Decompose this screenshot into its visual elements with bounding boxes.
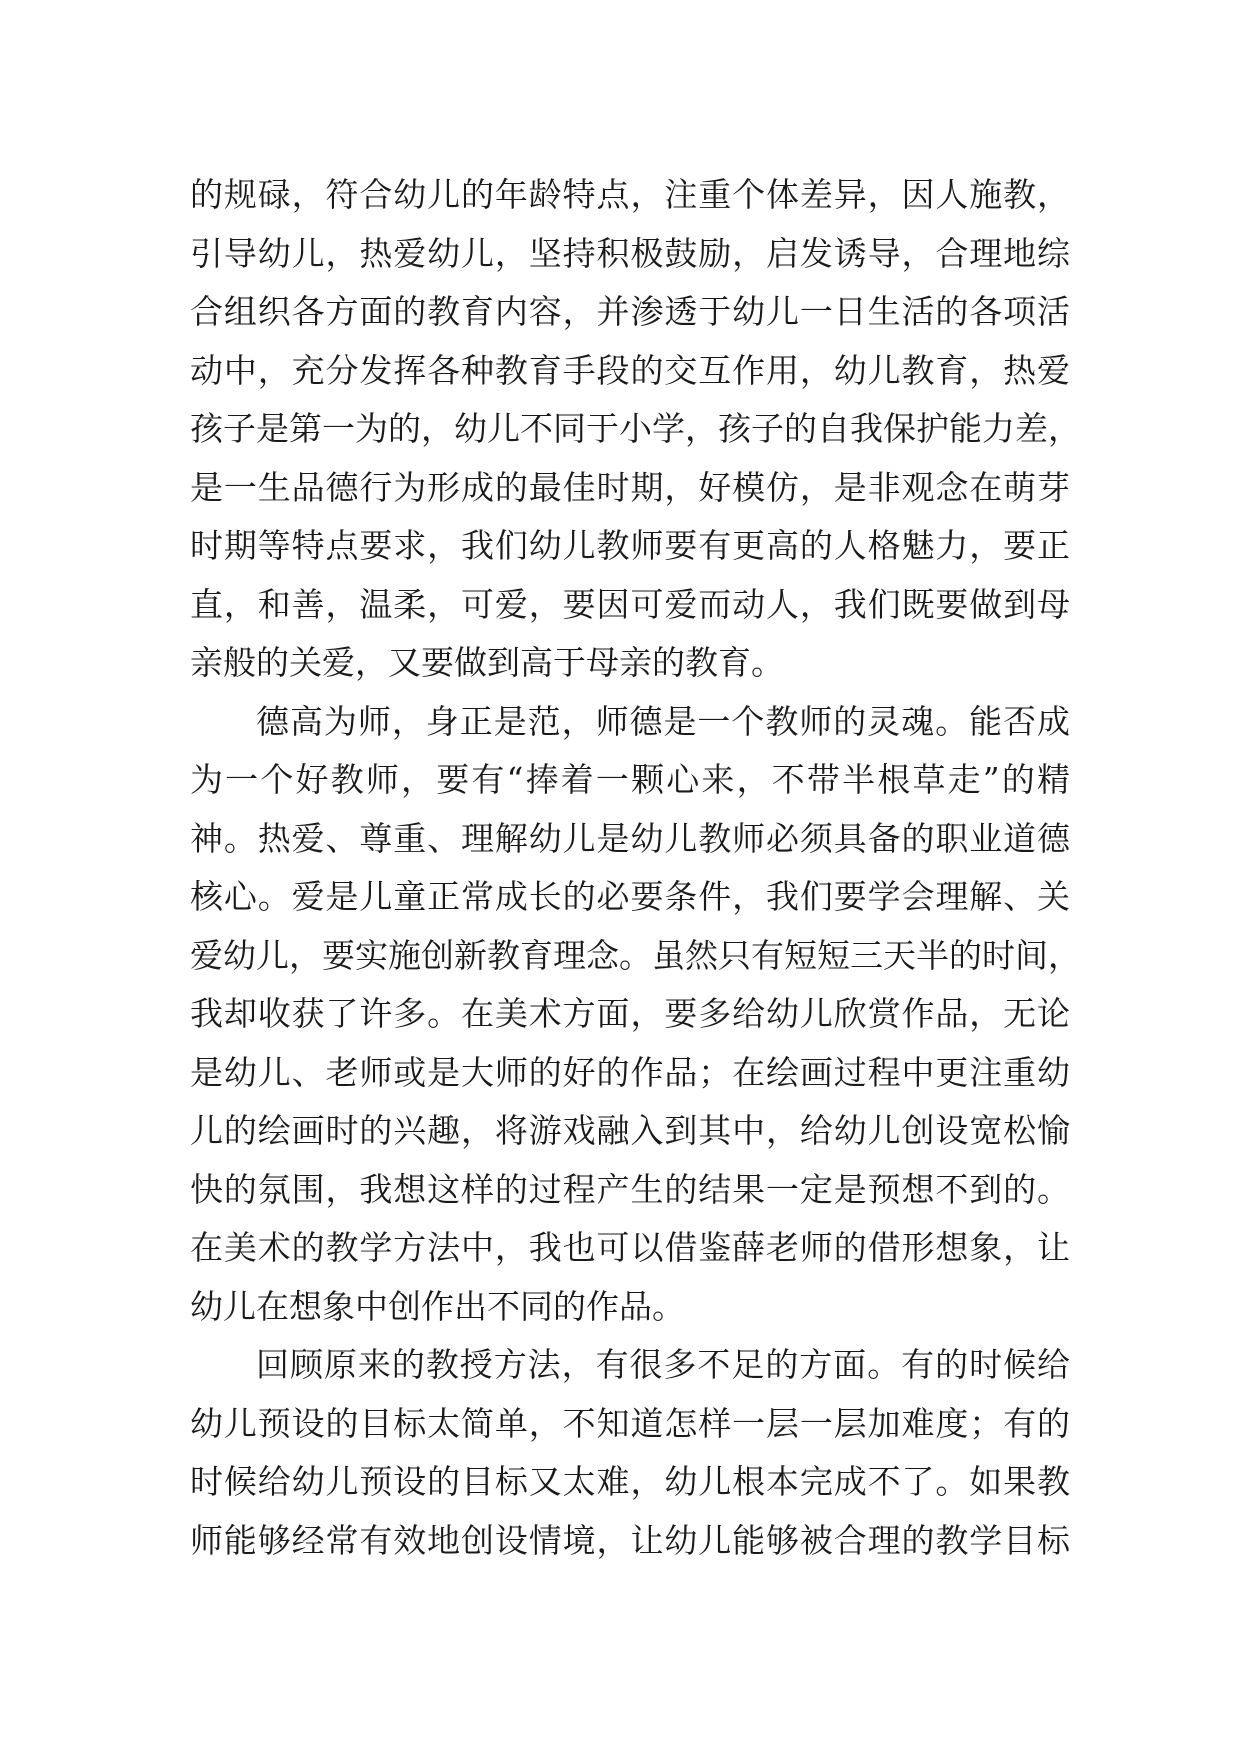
text-line: 的规碌，符合幼儿的年龄特点，注重个体差异，因人施教， (190, 175, 1070, 214)
text-line: 德高为师，身正是范，师德是一个教师的灵魂。能否成 (256, 701, 1070, 741)
text-line: 核心。爱是儿童正常成长的必要条件，我们要学会理解、关 (190, 877, 1070, 916)
text-line: 直，和善，温柔，可爱，要因可爱而动人，我们既要做到母 (190, 584, 1070, 624)
text-line: 时候给幼儿预设的目标又太难，幼儿根本完成不了。如果教 (190, 1462, 1070, 1501)
text-line: 回顾原来的教授方法，有很多不足的方面。有的时候给 (256, 1345, 1070, 1384)
text-line: 神。热爱、尊重、理解幼儿是幼儿教师必须具备的职业道德 (190, 818, 1070, 858)
text-line: 幼儿在想象中创作出不同的作品。 (190, 1286, 685, 1326)
text-line: 为一个好教师，要有“捧着一颗心来，不带半根草走”的精 (190, 760, 1070, 799)
body-text (190, 166, 1081, 1570)
text-line: 在美术的教学方法中，我也可以借鉴薛老师的借形想象，让 (190, 1228, 1070, 1267)
text-line: 亲般的关爱，又要做到高于母亲的教育。 (190, 643, 784, 682)
text-line: 时期等特点要求，我们幼儿教师要有更高的人格魅力，要正 (190, 526, 1070, 565)
text-line: 爱幼儿，要实施创新教育理念。虽然只有短短三天半的时间， (190, 935, 1081, 975)
text-line: 是幼儿、老师或是大师的好的作品；在绘画过程中更注重幼 (190, 1052, 1070, 1092)
text-line: 动中，充分发挥各种教育手段的交互作用，幼儿教育，热爱 (190, 350, 1070, 390)
text-line: 孩子是第一为的，幼儿不同于小学，孩子的自我保护能力差， (190, 409, 1081, 448)
text-line: 是一生品德行为形成的最佳时期，好模仿，是非观念在萌芽 (190, 467, 1070, 507)
text-line: 我却收获了许多。在美术方面，要多给幼儿欣赏作品，无论 (190, 994, 1070, 1033)
text-line: 快的氛围，我想这样的过程产生的结果一定是预想不到的。 (190, 1169, 1070, 1209)
text-line: 儿的绘画时的兴趣，将游戏融入到其中，给幼儿创设宽松愉 (190, 1111, 1070, 1150)
text-line: 合组织各方面的教育内容，并渗透于幼儿一日生活的各项活 (190, 292, 1070, 331)
text-line: 幼儿预设的目标太简单，不知道怎样一层一层加难度；有的 (190, 1403, 1070, 1443)
text-line: 引导幼儿，热爱幼儿，坚持积极鼓励，启发诱导，合理地综 (190, 233, 1070, 273)
text-line: 师能够经常有效地创设情境，让幼儿能够被合理的教学目标 (190, 1520, 1070, 1560)
